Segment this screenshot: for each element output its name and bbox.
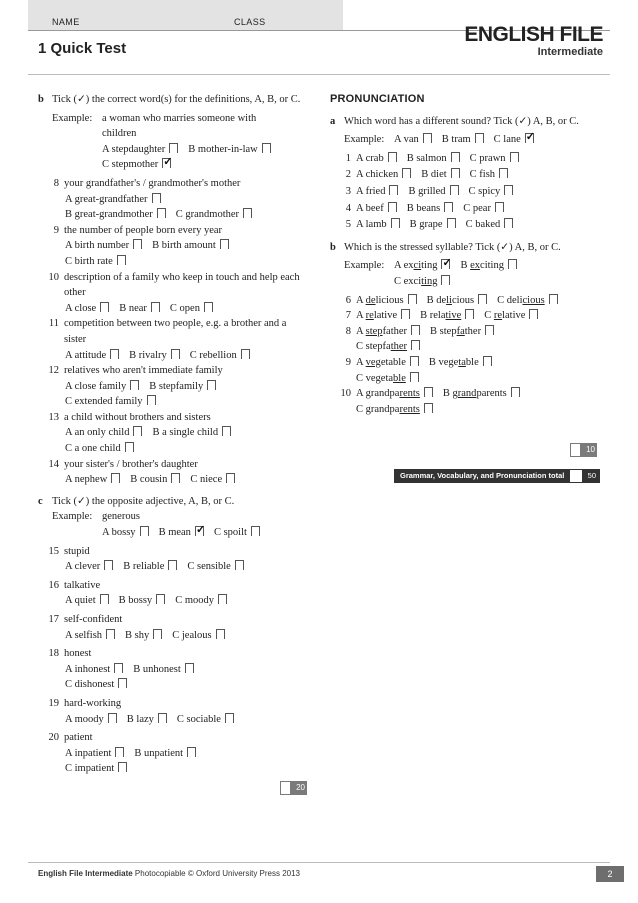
section-b-items (38, 176, 318, 488)
total-label: Grammar, Vocabulary, and Pronunciation total (400, 471, 565, 480)
question-number: 9 (345, 356, 351, 368)
question-10: 10 description of a family who keep in touch and help each other A close B near C open (38, 270, 318, 317)
question-3: 3 A fried B grilled C spicy (330, 184, 605, 200)
answer-box[interactable] (218, 594, 227, 604)
total-answer-box[interactable] (570, 470, 582, 482)
answer-box[interactable] (156, 594, 165, 604)
question-number: 14 (48, 458, 59, 470)
answer-box[interactable] (207, 380, 216, 390)
question-number: 11 (48, 318, 59, 330)
answer-box[interactable] (451, 152, 460, 162)
answer-box[interactable] (171, 473, 180, 483)
answer-box[interactable] (111, 473, 120, 483)
answer-box[interactable] (169, 143, 178, 153)
answer-box[interactable] (444, 202, 453, 212)
answer-box[interactable] (424, 387, 433, 397)
question-number: 3 (345, 185, 351, 197)
left-column: b Tick (✓) the correct word(s) for the definitions, A, B, or C. Example: a woman who marries someone with children A stepdaughter B mother-in-law C stepmother✓ 8 your grandfather's / grandmother's mother A great-grandfather B great-grandmother C grandmother 9 the number of people born every year A birth number B birth amount C birth rate 10 description of a family who keep in touch and help each other A close B near C open 11 competition between two people, e.g. a brother and a sister A attitude B rivalry C rebellion 12 relatives who aren't immediate family A close family B stepfamily C extended family 13 a child without brothers and sisters A an only child B a single child C a one child 14 your sister's / brother's daughter A nephew B cousin C niece c Tick (✓) the opposite adjective, A, B, or C. Example: generous A bossy B mean✓ C spoilt 15 stupid A clever B reliable C sensible 16 talkative A quiet B bossy C moody 17 self-confident A selfish B shy C jealous 18 honest A inhonest B unhonest C dishonest 19 hard-working A moody B lazy C sociable 20 patient A inpatient B unpatient C impatient (38, 92, 318, 780)
section-pb-items (330, 293, 605, 418)
question-number: 4 (345, 202, 351, 214)
answer-box[interactable] (504, 218, 513, 228)
question-16: 16 talkative A quiet B bossy C moody (38, 578, 318, 612)
total-value: 50 (587, 471, 596, 480)
section-c-items (38, 544, 318, 780)
quick-test-title: 1 Quick Test (38, 40, 127, 57)
section-pa-items (330, 151, 605, 234)
answer-box[interactable] (171, 349, 180, 359)
answer-box[interactable] (100, 302, 109, 312)
answer-box[interactable] (423, 133, 432, 143)
answer-box[interactable] (241, 349, 250, 359)
answer-box[interactable] (475, 133, 484, 143)
section-c-instruction: c Tick (✓) the opposite adjective, A, B, or C. (38, 495, 235, 507)
question-number: 12 (48, 365, 59, 377)
answer-box-ticked[interactable] (162, 158, 171, 168)
score-box-left: 20 (280, 781, 307, 795)
definition: description of a family who keep in touch and help each other (64, 271, 300, 299)
question-5: 5 A lamb B grape C baked (330, 217, 605, 233)
example-b: Example: a woman who marries someone with children (52, 112, 257, 140)
question-number: 15 (48, 545, 59, 557)
question-number: 2 (345, 169, 351, 181)
question-word: patient (64, 732, 93, 744)
question-word: honest (64, 648, 92, 660)
answer-box[interactable] (106, 629, 115, 639)
class-label: CLASS (234, 17, 266, 27)
question-12: 12 relatives who aren't immediate family A close family B stepfamily C extended family (38, 363, 318, 410)
answer-box[interactable] (158, 713, 167, 723)
question-number: 13 (48, 411, 59, 423)
page-number: 2 (596, 866, 624, 882)
answer-box[interactable] (235, 560, 244, 570)
answer-box[interactable] (465, 309, 474, 319)
answer-box[interactable] (499, 168, 508, 178)
question-9: 9 A vegetable B vegetable C vegetable (330, 355, 605, 386)
score-box-right: 10 (570, 443, 597, 457)
answer-box[interactable] (133, 426, 142, 436)
question-number: 10 (340, 388, 351, 400)
section-b-instruction: b Tick (✓) the correct word(s) for the definitions, A, B, or C. (38, 94, 301, 105)
answer-box[interactable] (151, 302, 160, 312)
answer-box[interactable] (450, 185, 459, 195)
brand-block (464, 24, 603, 59)
question-number: 5 (345, 219, 351, 231)
section-pa-instruction: a Which word has a different sound? Tick (✓) A, B, or C. (330, 115, 579, 127)
right-column: PRONUNCIATION a Which word has a different sound? Tick (✓) A, B, or C. Example: A van B tram C lane✓ 1 A crab B salmon C prawn 2 A chicken B diet C fish 3 A fried B grilled C spicy 4 A beef B beans C pear 5 A lamb B grape C baked b Which is the stressed syllable? Tick (✓) A, B, or C. Example: A exciting✓ B exciting C exciting 6 A delicious B delicious C delicious 7 A relative B relative C relative 8 A stepfather B stepfather C stepfather 9 A vegetable B vegetable C vegetable 10 A grandparents B grandparents C grandparents (330, 92, 605, 417)
answer-box[interactable] (226, 473, 235, 483)
answer-box[interactable] (485, 325, 494, 335)
question-number: 18 (48, 648, 59, 660)
answer-box[interactable] (262, 143, 271, 153)
question-15: 15 stupid A clever B reliable C sensible (38, 544, 318, 578)
definition: a child without brothers and sisters (64, 411, 211, 423)
answer-box[interactable] (114, 663, 123, 673)
answer-box[interactable] (118, 678, 127, 688)
definition: the number of people born every year (64, 224, 223, 236)
definition: your grandfather's / grandmother's mother (64, 177, 241, 189)
answer-box[interactable] (115, 747, 124, 757)
question-number: 17 (48, 614, 59, 625)
answer-box[interactable] (100, 594, 109, 604)
question-number: 6 (345, 294, 351, 306)
answer-box-ticked[interactable] (441, 259, 450, 269)
brand-title: ENGLISH FILE (464, 23, 603, 46)
question-6: 6 A delicious B delicious C delicious (330, 293, 605, 309)
answer-box[interactable] (388, 202, 397, 212)
question-8: 8 your grandfather's / grandmother's mother A great-grandfather B great-grandmother C grandmother (38, 176, 318, 223)
answer-box[interactable] (225, 713, 234, 723)
question-20: 20 patient A inpatient B unpatient C impatient (38, 730, 318, 780)
answer-box[interactable] (130, 380, 139, 390)
question-19: 19 hard-working A moody B lazy C sociable (38, 696, 318, 730)
pronunciation-title: PRONUNCIATION (330, 93, 425, 105)
question-word: hard-working (64, 697, 122, 709)
answer-box[interactable] (424, 403, 433, 413)
question-number: 20 (48, 732, 59, 744)
question-10: 10 A grandparents B grandparents C grandparents (330, 386, 605, 417)
answer-box[interactable] (401, 309, 410, 319)
question-4: 4 A beef B beans C pear (330, 201, 605, 217)
answer-box[interactable] (510, 152, 519, 162)
answer-box[interactable] (483, 356, 492, 366)
answer-box[interactable] (108, 713, 117, 723)
header-divider-2 (28, 74, 610, 75)
answer-box[interactable] (389, 185, 398, 195)
answer-box[interactable] (549, 294, 558, 304)
answer-box[interactable] (478, 294, 487, 304)
answer-box[interactable] (147, 395, 156, 405)
footer-text: English File Intermediate Photocopiable © Oxford University Press 2013 (38, 869, 301, 878)
example-pa: Example: A van B tram C lane✓ (330, 132, 605, 148)
answer-box[interactable] (118, 762, 127, 772)
question-number: 7 (345, 310, 351, 322)
question-word: talkative (64, 579, 101, 591)
answer-box[interactable] (168, 560, 177, 570)
name-label: NAME (52, 17, 80, 27)
answer-box[interactable] (408, 294, 417, 304)
answer-box[interactable] (441, 275, 450, 285)
answer-box[interactable] (411, 340, 420, 350)
definition: relatives who aren't immediate family (64, 365, 223, 377)
answer-box[interactable] (451, 168, 460, 178)
question-13: 13 a child without brothers and sisters A an only child B a single child C a one child (38, 410, 318, 457)
question-number: 9 (53, 224, 59, 236)
footer-divider (28, 862, 610, 863)
total-bar (394, 469, 600, 483)
brand-level: Intermediate (537, 46, 603, 58)
answer-box[interactable] (133, 239, 142, 249)
section-pb-instruction: b Which is the stressed syllable? Tick (✓) A, B, or C. (330, 241, 561, 253)
definition: competition between two people, e.g. a brother and a sister (64, 318, 287, 345)
answer-box[interactable] (391, 218, 400, 228)
answer-box[interactable] (152, 193, 161, 203)
question-number: 16 (48, 579, 59, 591)
answer-box[interactable] (447, 218, 456, 228)
answer-box[interactable] (410, 356, 419, 366)
answer-box[interactable] (216, 629, 225, 639)
answer-box[interactable] (243, 208, 252, 218)
answer-box[interactable] (511, 387, 520, 397)
answer-box[interactable] (185, 663, 194, 673)
answer-box[interactable] (110, 349, 119, 359)
answer-box[interactable] (204, 302, 213, 312)
answer-box-ticked[interactable] (525, 133, 534, 143)
answer-box[interactable] (157, 208, 166, 218)
question-1: 1 A crab B salmon C prawn (330, 151, 605, 167)
answer-box[interactable] (117, 255, 126, 265)
answer-box[interactable] (222, 426, 231, 436)
question-18: 18 honest A inhonest B unhonest C dishonest (38, 646, 318, 696)
answer-box[interactable] (104, 560, 113, 570)
example-c: Example: generous (52, 511, 140, 523)
question-number: 8 (345, 325, 351, 337)
answer-box[interactable] (529, 309, 538, 319)
answer-box[interactable] (410, 372, 419, 382)
definition: your sister's / brother's daughter (64, 458, 198, 470)
answer-box[interactable] (495, 202, 504, 212)
question-number: 19 (48, 697, 59, 709)
question-9: 9 the number of people born every year A birth number B birth amount C birth rate (38, 223, 318, 270)
answer-box[interactable] (411, 325, 420, 335)
question-word: stupid (64, 545, 90, 557)
answer-box[interactable] (508, 259, 517, 269)
answer-box[interactable] (153, 629, 162, 639)
answer-box[interactable] (251, 526, 260, 536)
answer-box[interactable] (140, 526, 149, 536)
question-7: 7 A relative B relative C relative (330, 308, 605, 324)
answer-box-ticked[interactable] (195, 526, 204, 536)
answer-box[interactable] (388, 152, 397, 162)
question-number: 8 (53, 177, 59, 189)
example-pb: Example: A exciting✓ B exciting (330, 258, 605, 274)
question-14: 14 your sister's / brother's daughter A nephew B cousin C niece (38, 457, 318, 488)
question-number: 1 (345, 152, 351, 164)
answer-box[interactable] (220, 239, 229, 249)
answer-box[interactable] (187, 747, 196, 757)
question-2: 2 A chicken B diet C fish (330, 167, 605, 183)
question-word: self-confident (64, 614, 123, 625)
question-17: 17 self-confident A selfish B shy C jealous (38, 612, 318, 646)
question-number: 10 (48, 271, 59, 283)
answer-box[interactable] (402, 168, 411, 178)
question-8: 8 A stepfather B stepfather C stepfather (330, 324, 605, 355)
question-11: 11 competition between two people, e.g. a brother and a sister A attitude B rivalry C rebellion (38, 316, 318, 363)
answer-box[interactable] (125, 442, 134, 452)
answer-box[interactable] (504, 185, 513, 195)
